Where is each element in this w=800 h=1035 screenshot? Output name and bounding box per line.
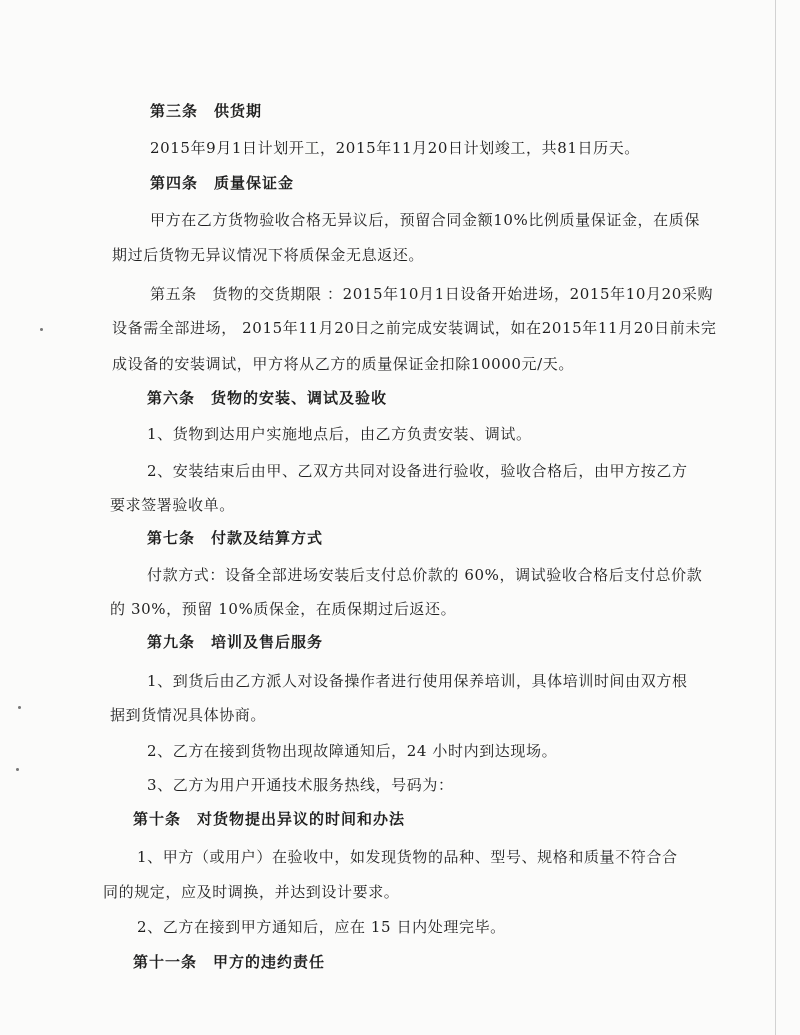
article-10-title: 第十条 对货物提出异议的时间和办法 bbox=[133, 810, 406, 828]
article-10-item-1-cont: 同的规定，应及时调换，并达到设计要求。 bbox=[103, 883, 400, 901]
scan-speck bbox=[40, 328, 43, 331]
article-3-title: 第三条 供货期 bbox=[150, 102, 263, 120]
article-9-item-1: 1、到货后由乙方派人对设备操作者进行使用保养培训，具体培训时间由双方根 bbox=[147, 672, 688, 690]
article-9-item-3: 3、乙方为用户开通技术服务热线，号码为： bbox=[147, 776, 454, 794]
article-9-title: 第九条 培训及售后服务 bbox=[147, 633, 324, 651]
scan-edge-line bbox=[775, 0, 776, 1035]
article-7-title: 第七条 付款及结算方式 bbox=[147, 529, 324, 547]
article-3-text: 2015年9月1日计划开工，2015年11月20日计划竣工，共81日历天。 bbox=[150, 139, 640, 157]
article-5-line-3: 成设备的安装调试，甲方将从乙方的质量保证金扣除10000元/天。 bbox=[112, 355, 574, 373]
article-7-line-1: 付款方式：设备全部进场安装后支付总价款的 60%，调试验收合格后支付总价款 bbox=[147, 566, 703, 584]
article-9-item-2: 2、乙方在接到货物出现故障通知后，24 小时内到达现场。 bbox=[147, 742, 558, 760]
article-4-title: 第四条 质量保证金 bbox=[150, 174, 295, 192]
article-5-line-1: 第五条 货物的交货期限 ：2015年10月1日设备开始进场，2015年10月20采购 bbox=[150, 285, 714, 303]
article-6-item-2: 2、安装结束后由甲、乙双方共同对设备进行验收，验收合格后，由甲方按乙方 bbox=[147, 462, 688, 480]
article-6-item-1: 1、货物到达用户实施地点后，由乙方负责安装、调试。 bbox=[147, 425, 532, 443]
scan-speck bbox=[16, 768, 19, 771]
article-11-title: 第十一条 甲方的违约责任 bbox=[133, 953, 326, 971]
article-9-item-1-cont: 据到货情况具体协商。 bbox=[110, 706, 267, 724]
article-7-line-2: 的 30%，预留 10%质保金，在质保期过后返还。 bbox=[110, 600, 457, 618]
article-6-title: 第六条 货物的安装、调试及验收 bbox=[147, 389, 388, 407]
article-4-line-2: 期过后货物无异议情况下将质保金无息返还。 bbox=[112, 246, 425, 264]
article-4-line-1: 甲方在乙方货物验收合格无异议后，预留合同金额10%比例质量保证金，在质保 bbox=[150, 211, 700, 229]
scan-speck bbox=[18, 706, 21, 709]
article-10-item-1: 1、甲方（或用户）在验收中，如发现货物的品种、型号、规格和质量不符合合 bbox=[137, 848, 678, 866]
article-10-item-2: 2、乙方在接到甲方通知后，应在 15 日内处理完毕。 bbox=[137, 918, 506, 936]
article-5-line-2: 设备需全部进场， 2015年11月20日之前完成安装调试，如在2015年11月20日前未完 bbox=[112, 319, 717, 337]
article-6-item-2-cont: 要求签署验收单。 bbox=[110, 496, 235, 514]
